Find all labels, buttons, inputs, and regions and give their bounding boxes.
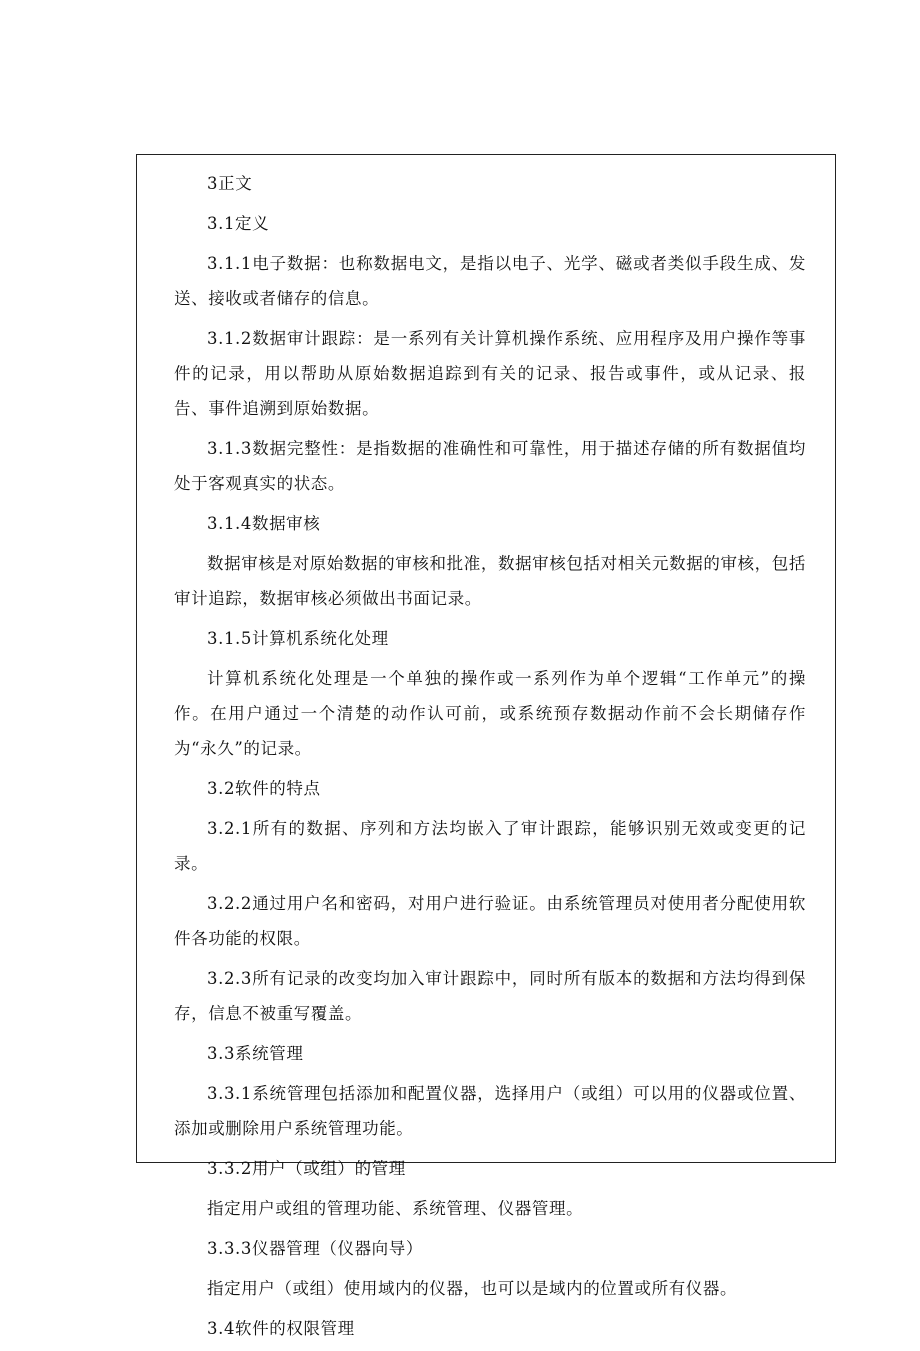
paragraph: 3.1.3数据完整性：是指数据的准确性和可靠性，用于描述存储的所有数据值均处于客观真实的状态。 xyxy=(174,439,806,493)
paragraph: 指定用户（或组）使用域内的仪器，也可以是域内的位置或所有仪器。 xyxy=(207,1279,738,1298)
paragraph: 计算机系统化处理是一个单独的操作或一系列作为单个逻辑“工作单元”的操作。在用户通过一个清楚的动作认可前，或系统预存数据动作前不会长期储存作为“永久”的记录。 xyxy=(174,669,806,758)
paragraph: 3.1.1电子数据：也称数据电文，是指以电子、光学、磁或者类似手段生成、发送、接收或者储存的信息。 xyxy=(174,254,806,308)
paragraph: 指定用户或组的管理功能、系统管理、仪器管理。 xyxy=(207,1199,584,1218)
section-heading: 3.4软件的权限管理 xyxy=(207,1319,355,1338)
section-heading: 3.1.4数据审核 xyxy=(207,514,321,533)
paragraph: 数据审核是对原始数据的审核和批准，数据审核包括对相关元数据的审核，包括审计追踪，数据审核必须做出书面记录。 xyxy=(174,554,806,608)
section-heading: 3.3.2用户（或组）的管理 xyxy=(207,1159,406,1178)
paragraph: 3.2.1所有的数据、序列和方法均嵌入了审计跟踪，能够识别无效或变更的记录。 xyxy=(174,819,806,873)
section-heading: 3.1定义 xyxy=(207,214,270,233)
paragraph: 3.2.2通过用户名和密码，对用户进行验证。由系统管理员对使用者分配使用软件各功能的权限。 xyxy=(174,894,806,948)
document-body xyxy=(136,156,836,1351)
section-heading: 3正文 xyxy=(207,174,253,193)
section-heading: 3.3系统管理 xyxy=(207,1044,304,1063)
paragraph: 3.1.2数据审计跟踪：是一系列有关计算机操作系统、应用程序及用户操作等事件的记录，用以帮助从原始数据追踪到有关的记录、报告或事件，或从记录、报告、事件追溯到原始数据。 xyxy=(174,329,806,418)
section-heading: 3.1.5计算机系统化处理 xyxy=(207,629,389,648)
paragraph: 3.3.1系统管理包括添加和配置仪器，选择用户（或组）可以用的仪器或位置、添加或删除用户系统管理功能。 xyxy=(174,1084,806,1138)
paragraph: 3.2.3所有记录的改变均加入审计跟踪中，同时所有版本的数据和方法均得到保存，信息不被重写覆盖。 xyxy=(174,969,806,1023)
section-heading: 3.3.3仪器管理（仪器向导） xyxy=(207,1239,423,1258)
section-heading: 3.2软件的特点 xyxy=(207,779,321,798)
